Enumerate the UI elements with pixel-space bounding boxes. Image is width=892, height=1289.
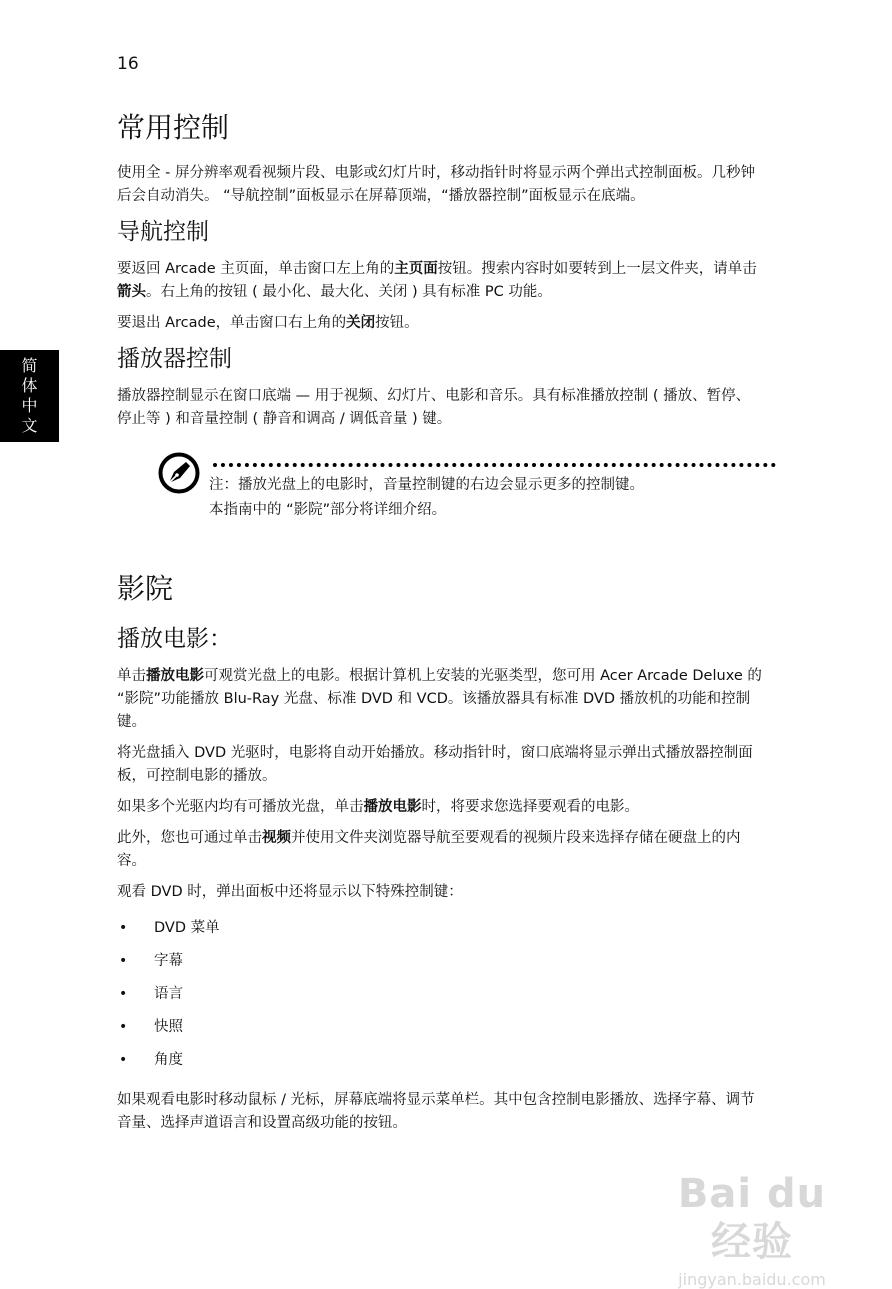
cinema-paragraph-3 [117, 796, 762, 819]
bullet-icon: • [119, 920, 128, 936]
bullet-icon: • [119, 986, 128, 1002]
side-tab-char: 中 [21, 396, 38, 415]
page-number: 16 [117, 54, 139, 74]
text-run: 按钮。 [375, 315, 419, 331]
side-tab-char: 简 [21, 356, 38, 375]
watermark-url: jingyan.baidu.com [678, 1270, 826, 1289]
text-run: 如果多个光驱内均有可播放光盘，单击 [117, 799, 364, 815]
list-item-label: DVD 菜单 [154, 920, 220, 936]
text-run: 按钮。搜索内容时如要转到上一层文件夹，请单击 [437, 261, 757, 277]
note-dotted-rule [213, 463, 776, 467]
bold-term: 播放电影 [146, 668, 204, 684]
text-run: 要返回 Arcade 主页面，单击窗口左上角的 [117, 261, 395, 277]
list-item [117, 978, 762, 1011]
cinema-paragraph-2: 将光盘插入 DVD 光驱时，电影将自动开始播放。移动指针时，窗口底端将显示弹出式播放器控制面板，可控制电影的播放。 [117, 745, 753, 784]
list-item-label: 角度 [154, 1052, 183, 1068]
bullet-icon: • [119, 1052, 128, 1068]
section-title-common-controls: 常用控制 [117, 111, 230, 144]
text-run: 要退出 Arcade，单击窗口右上角的 [117, 315, 347, 331]
watermark-logo: Bai du 经验 [677, 1171, 827, 1265]
list-item [117, 1044, 762, 1077]
bold-term: 播放电影 [363, 799, 422, 815]
baidu-jingyan-watermark [652, 1170, 852, 1289]
list-item-label: 字幕 [154, 953, 183, 969]
cinema-paragraph-4 [117, 827, 762, 873]
list-item [117, 1011, 762, 1044]
text-run: 并使用文件夹浏览器导航至要观看的视频片段来选择存储在硬盘上的内容。 [117, 830, 741, 869]
list-item [117, 912, 762, 945]
language-side-tab [0, 350, 59, 442]
note-box [157, 447, 762, 539]
list-item [117, 945, 762, 978]
dvd-controls-list [117, 912, 762, 1077]
cinema-paragraph-1 [117, 665, 762, 734]
note-pen-icon [157, 451, 201, 495]
cinema-paragraph-6: 如果观看电影时移动鼠标 / 光标，屏幕底端将显示菜单栏。其中包含控制电影播放、选择字幕、调节音量、选择声道语言和设置高级功能的按钮。 [117, 1092, 755, 1131]
note-line-2: 本指南中的 “影院”部分将详细介绍。 [209, 502, 447, 518]
common-controls-paragraph: 使用全 - 屏分辨率观看视频片段、电影或幻灯片时，移动指针时将显示两个弹出式控制面板。几秒钟后会自动消失。 “导航控制”面板显示在屏幕顶端，“播放器控制”面板显示在底端。 [117, 165, 755, 204]
text-run: 时，将要求您选择要观看的电影。 [421, 799, 639, 815]
cinema-paragraph-5: 观看 DVD 时，弹出面板中还将显示以下特殊控制键： [117, 884, 463, 900]
page-content [117, 108, 762, 1143]
player-controls-paragraph: 播放器控制显示在窗口底端 — 用于视频、幻灯片、电影和音乐。具有标准播放控制 ( 播放、暂停、停止等 ) 和音量控制 ( 静音和调高 / 调低音量 ) 键。 [117, 388, 751, 427]
bullet-icon: • [119, 1019, 128, 1035]
side-tab-char: 文 [21, 416, 38, 435]
navigation-paragraph-2 [117, 312, 762, 335]
section-title-navigation: 导航控制 [117, 219, 209, 245]
section-title-cinema: 影院 [117, 572, 174, 605]
list-item-label: 语言 [154, 986, 183, 1002]
side-tab-char: 体 [21, 376, 38, 395]
bold-term: 关闭 [346, 315, 376, 331]
text-run: 可观赏光盘上的电影。根据计算机上安装的光驱类型，您可用 Acer Arcade Deluxe 的 “影院”功能播放 Blu-Ray 光盘、标准 DVD 和 VCD。该播放器具有标准 DVD 播放机的功能和控制键。 [117, 668, 762, 730]
note-line-1: 注：播放光盘上的电影时，音量控制键的右边会显示更多的控制键。 [209, 477, 644, 493]
bold-term: 主页面 [394, 261, 438, 277]
bullet-icon: • [119, 953, 128, 969]
list-item-label: 快照 [154, 1019, 183, 1035]
subsection-title-play-movie: 播放电影： [117, 626, 232, 652]
text-run: 此外，您也可通过单击 [117, 830, 262, 846]
text-run: 单击 [117, 668, 146, 684]
note-text [209, 473, 769, 523]
bold-term: 箭头 [117, 284, 146, 300]
navigation-paragraph-1 [117, 258, 762, 304]
section-title-player-controls: 播放器控制 [117, 346, 232, 372]
bold-term: 视频 [262, 830, 291, 846]
text-run: 。右上角的按钮 ( 最小化、最大化、关闭 ) 具有标准 PC 功能。 [146, 284, 552, 300]
